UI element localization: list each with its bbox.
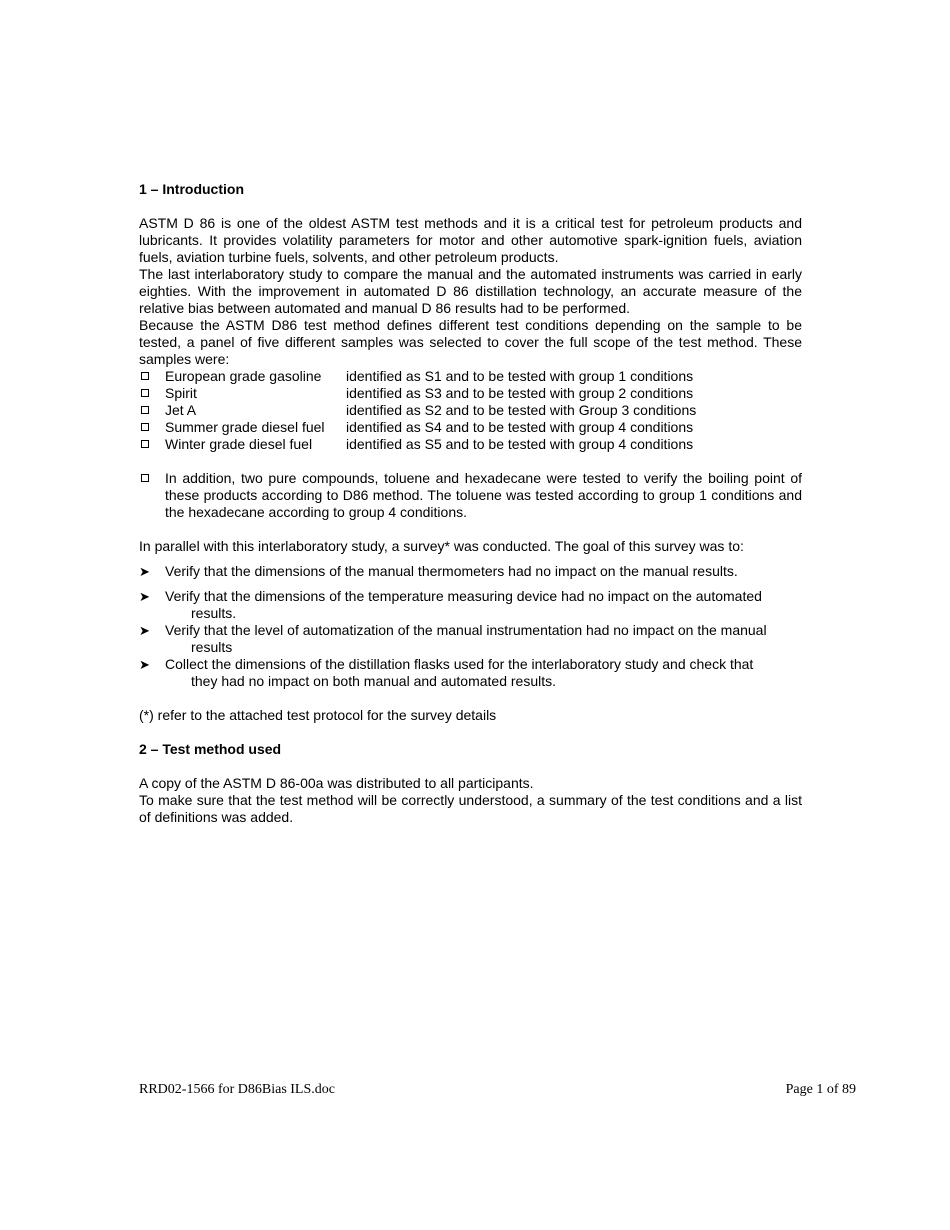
list-item	[139, 368, 802, 385]
survey-goal-list	[139, 563, 802, 690]
checkbox-bullet-icon	[139, 402, 165, 419]
survey-goal-continuation: results.	[191, 605, 237, 621]
intro-paragraph-3: Because the ASTM D86 test method defines different test conditions depending on the sample to be tested, a panel of five different samples was selected to cover the full scope of the test method. These samples were:	[139, 317, 802, 367]
list-item	[139, 622, 802, 656]
sample-description: identified as S3 and to be tested with group 2 conditions	[346, 385, 694, 401]
survey-note: (*) refer to the attached test protocol for the survey details	[139, 707, 497, 723]
document-body	[139, 181, 802, 826]
sample-name: Spirit	[165, 385, 197, 401]
survey-goal-text: Verify that the dimensions of the manual thermometers had no impact on the manual results.	[165, 563, 738, 579]
footer-page-number: Page 1 of 89	[785, 1082, 856, 1097]
list-item	[139, 588, 802, 622]
checkbox-bullet-icon	[139, 419, 165, 436]
sample-description: identified as S2 and to be tested with Group 3 conditions	[346, 402, 697, 418]
sample-name: Jet A	[165, 402, 197, 418]
survey-intro: In parallel with this interlaboratory study, a survey* was conducted. The goal of this survey was to:	[139, 538, 744, 554]
list-item	[139, 419, 802, 436]
list-item	[139, 436, 802, 453]
test-method-line-2: To make sure that the test method will be correctly understood, a summary of the test conditions and a list of definitions was added.	[139, 792, 802, 825]
arrow-bullet-icon: ➤	[139, 657, 150, 672]
survey-goal-continuation: they had no impact on both manual and automated results.	[191, 673, 557, 689]
checkbox-bullet-icon	[139, 436, 165, 453]
section-2-heading: 2 – Test method used	[139, 741, 282, 757]
survey-goal-continuation: results	[191, 639, 233, 655]
sample-name: European grade gasoline	[165, 368, 322, 384]
arrow-bullet-icon: ➤	[139, 564, 150, 579]
survey-goal-text: Verify that the level of automatization of the manual instrumentation had no impact on the manual	[165, 622, 767, 638]
list-item	[139, 385, 802, 402]
checkbox-bullet-icon	[139, 368, 165, 385]
compounds-note	[139, 470, 802, 521]
intro-paragraph-1: ASTM D 86 is one of the oldest ASTM test methods and it is a critical test for petroleum products and lubricants. It provides volatility parameters for motor and other automotive spark-ignition fuels, aviation fuels, aviation turbine fuels, solvents, and other petroleum products.	[139, 215, 802, 265]
arrow-bullet-icon: ➤	[139, 589, 150, 604]
sample-name: Winter grade diesel fuel	[165, 436, 313, 452]
survey-goal-text: Collect the dimensions of the distillation flasks used for the interlaboratory study and check that	[165, 656, 754, 672]
survey-goal-text: Verify that the dimensions of the temperature measuring device had no impact on the automated	[165, 588, 762, 604]
arrow-bullet-icon: ➤	[139, 623, 150, 638]
sample-list	[139, 368, 802, 453]
list-item	[139, 563, 802, 580]
test-method-line-1: A copy of the ASTM D 86-00a was distributed to all participants.	[139, 775, 534, 791]
sample-description: identified as S5 and to be tested with group 4 conditions	[346, 436, 694, 452]
list-item	[139, 656, 802, 690]
checkbox-bullet-icon	[139, 385, 165, 402]
section-1-heading: 1 – Introduction	[139, 181, 244, 197]
page-footer	[139, 1082, 856, 1098]
footer-filename: RRD02-1566 for D86Bias ILS.doc	[139, 1082, 335, 1097]
compounds-note-text: In addition, two pure compounds, toluene and hexadecane were tested to verify the boiling point of these products according to D86 method. The toluene was tested according to group 1 conditions and the hexadecane according to group 4 conditions.	[165, 470, 802, 520]
list-item	[139, 402, 802, 419]
sample-description: identified as S1 and to be tested with group 1 conditions	[346, 368, 694, 384]
sample-name: Summer grade diesel fuel	[165, 419, 325, 435]
sample-description: identified as S4 and to be tested with group 4 conditions	[346, 419, 694, 435]
intro-paragraph-2: The last interlaboratory study to compare the manual and the automated instruments was carried in early eighties. With the improvement in automated D 86 distillation technology, an accurate measure of the relative bias between automated and manual D 86 results had to be performed.	[139, 266, 802, 316]
checkbox-bullet-icon	[139, 470, 165, 487]
